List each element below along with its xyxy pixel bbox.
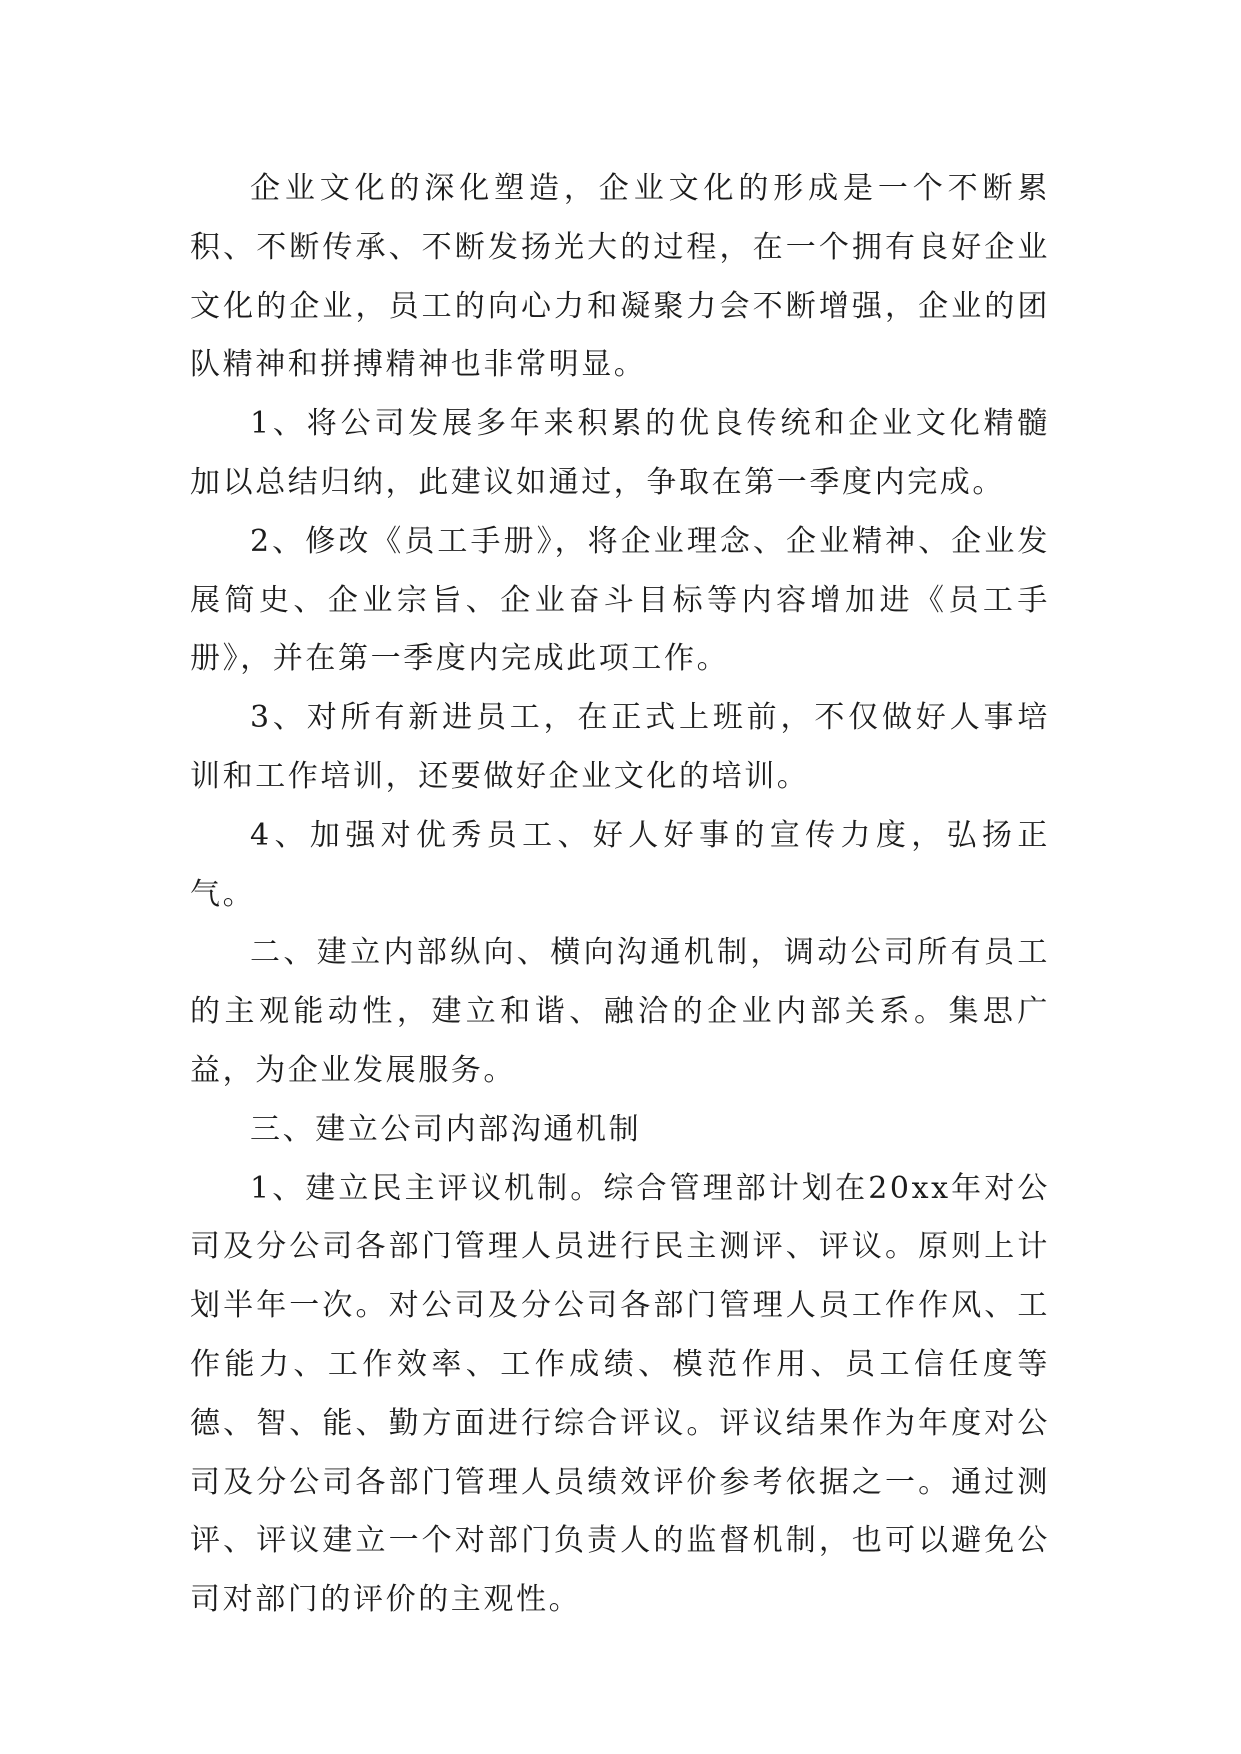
paragraph-item-2-handbook: 2、修改《员工手册》，将企业理念、企业精神、企业发展简史、企业宗旨、企业奋斗目标等内容增加进《员工手册》，并在第一季度内完成此项工作。 xyxy=(190,523,1050,677)
paragraph-item-3-training: 3、对所有新进员工，在正式上班前，不仅做好人事培训和工作培训，还要做好企业文化的培训。 xyxy=(190,700,1050,794)
paragraph-culture-shaping: 企业文化的深化塑造，企业文化的形成是一个不断累积、不断传承、不断发扬光大的过程，在一个拥有良好企业文化的企业，员工的向心力和凝聚力会不断增强，企业的团队精神和拼搏精神也非常明显。 xyxy=(190,171,1050,383)
document-body xyxy=(190,160,1050,1630)
paragraph-section-2-communication: 二、建立内部纵向、横向沟通机制，调动公司所有员工的主观能动性，建立和谐、融洽的企业内部关系。集思广益，为企业发展服务。 xyxy=(190,935,1050,1088)
paragraph-item-4-publicity: 4、加强对优秀员工、好人好事的宣传力度，弘扬正气。 xyxy=(190,817,1050,912)
paragraph-section-3-heading: 三、建立公司内部沟通机制 xyxy=(250,1111,642,1147)
paragraph-item-1-democratic-review: 1、建立民主评议机制。综合管理部计划在20xx年对公司及分公司各部门管理人员进行民主测评、评议。原则上计划半年一次。对公司及分公司各部门管理人员工作作风、工作能力、工作效率、工作成绩、模范作用、员工信任度等德、智、能、勤方面进行综合评议。评议结果作为年度对公司及分公司各部门管理人员绩效评价参考依据之一。通过测评、评议建立一个对部门负责人的监督机制，也可以避免公司对部门的评价的主观性。 xyxy=(190,1170,1050,1618)
paragraph-item-1-summary: 1、将公司发展多年来积累的优良传统和企业文化精髓加以总结归纳，此建议如通过，争取在第一季度内完成。 xyxy=(190,406,1050,500)
